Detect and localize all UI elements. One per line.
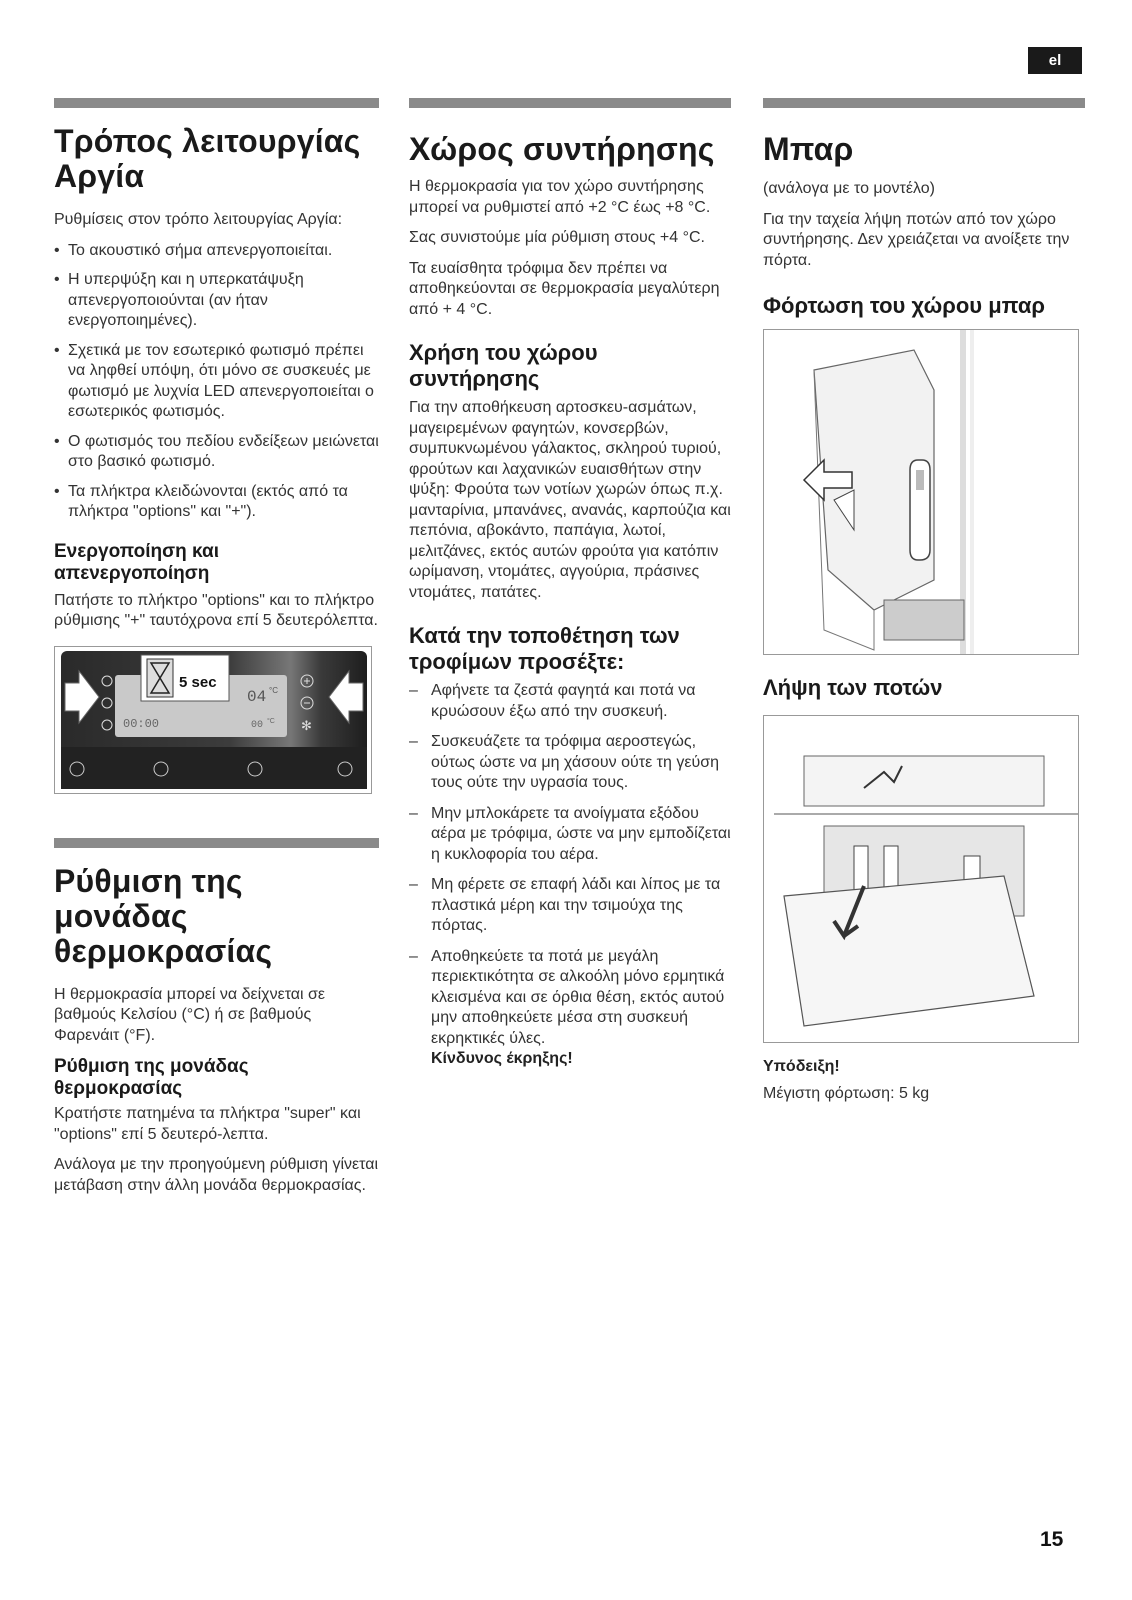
holiday-mode-title: Τρόπος λειτουργίας Αργία — [54, 123, 361, 194]
hint-title: Υπόδειξη! — [763, 1058, 840, 1075]
temp-unit-title: Ρύθμιση της μονάδας θερμοκρασίας — [54, 862, 273, 969]
fridge-p3: Τα ευαίσθητα τρόφιμα δεν πρέπει να αποθηκεύονται σε θερμοκρασία μεγαλύτερη από + 4 °C. — [409, 259, 720, 318]
fridge-p1: Η θερμοκρασία για τον χώρο συντήρησης μπορεί να ρυθμιστεί από +2 °C έως +8 °C. — [409, 178, 711, 216]
temp-unit-p1: Κρατήστε πατημένα τα πλήκτρα "super" και "options" επί 5 δευτερό-λεπτα. — [54, 1105, 361, 1143]
temp-unit-p2: Ανάλογα με την προηγούμενη ρύθμιση γίνεται μετάβαση στην άλλη μονάδα θερμοκρασίας. — [54, 1156, 379, 1194]
temp-unit-intro: Η θερμοκρασία μπορεί να δείχνεται σε βαθμούς Κελσίου (°C) ή σε βαθμούς Φαρενάιτ (°F). — [54, 985, 326, 1044]
fridge-use-text: Για την αποθήκευση αρτοσκευ-ασμάτων, μαγειρεμένων φαγητών, κονσερβών, συμπυκνωμένου γάλακτος, σκληρού τυριού, φρούτων και λαχανικών ευαισθήτων στην ψύξη: Φρούτα των νοτίων χωρών όπως π.χ. μανταρίνια, μπανάνες, ανανάς, καρπούζια και πεπόνια, αβοκάντο, παπάγια, λωτοί, μελιτζάνες, εκτός αυτών φρούτα για κατόπιν ωρίμανση, ντομάτες, αγγούρια, πράσινες ντομάτες, πατάτες. — [409, 399, 731, 601]
digits-small-unit: °C — [267, 717, 275, 725]
temp-unit-subtitle: Ρύθμιση της μονάδας θερμοκρασίας — [54, 1056, 249, 1099]
digits-right-unit: °C — [269, 685, 278, 695]
bar-load-title: Φόρτωση του χώρου μπαρ — [763, 293, 1046, 318]
fridge-title: Χώρος συντήρησης — [409, 131, 715, 167]
list-item: • Η υπερψύξη και η υπερκατάψυξη απενεργοποιούνται (αν ήταν ενεργοποιημένες). — [54, 270, 379, 332]
section-rule — [409, 98, 731, 108]
control-panel-illustration — [55, 647, 372, 794]
hourglass-icon — [141, 655, 229, 701]
fridge-p2: Σας συνιστούμε μία ρύθμιση στους +4 °C. — [409, 229, 705, 246]
section-rule — [763, 98, 1085, 108]
explosion-warning: Κίνδυνος έκρηξης! — [431, 1050, 573, 1067]
section-rule — [54, 838, 379, 848]
column-right — [763, 98, 1085, 1104]
alcohol-tip: Αποθηκεύετε τα ποτά με μεγάλη περιεκτικότητα σε αλκοόλη μόνο ερμητικά κλεισμένα και σε όρθια θέση, εκτός αυτού μην αποθηκεύετε μέσα στη συσκευή εκρηκτικές ύλες. — [431, 947, 725, 1047]
control-panel-figure — [54, 646, 372, 794]
digits-right: 04 — [247, 687, 267, 706]
holiday-settings-list — [54, 241, 379, 523]
list-item: – Αφήνετε τα ζεστά φαγητά και ποτά να κρυώσουν έξω από την συσκευή. — [409, 681, 731, 722]
list-item: • Τα πλήκτρα κλειδώνονται (εκτός από τα πλήκτρα "options" και "+"). — [54, 482, 379, 523]
bar-title: Μπαρ — [763, 131, 854, 167]
column-middle — [409, 98, 731, 1080]
storing-tips-list — [409, 681, 731, 1070]
page-number: 15 — [1040, 1528, 1064, 1551]
list-item: • Το ακουστικό σήμα απενεργοποιείται. — [54, 241, 379, 262]
list-item — [409, 947, 731, 1070]
digits-small: 00 — [251, 719, 264, 731]
digits-left: 00:00 — [123, 716, 160, 731]
bar-loading-illustration — [764, 330, 1079, 655]
freeze-icon: ✻ — [301, 717, 312, 733]
timer-label: 5 sec — [179, 673, 217, 691]
section-rule — [54, 98, 379, 108]
column-left — [54, 98, 379, 1196]
list-item: – Μην μπλοκάρετε τα ανοίγματα εξόδου αέρα με τρόφιμα, ώστε να μην εμποδίζεται η κυκλοφορία του αέρα. — [409, 804, 731, 866]
bar-model-note: (ανάλογα με το μοντέλο) — [763, 180, 935, 197]
storing-note-title: Κατά την τοποθέτηση των τροφίμων προσέξτε: — [409, 623, 680, 674]
bar-take-title: Λήψη των ποτών — [763, 675, 943, 700]
list-item: – Συσκευάζετε τα τρόφιμα αεροστεγώς, ούτως ώστε να μη χάσουν ούτε τη γεύση τους ούτε την υγρασία τους. — [409, 732, 731, 794]
bar-loading-figure — [763, 329, 1079, 655]
hint-text: Μέγιστη φόρτωση: 5 kg — [763, 1084, 930, 1102]
bar-taking-illustration — [764, 716, 1079, 1043]
on-off-text: Πατήστε το πλήκτρο "options" και το πλήκτρο ρύθμισης "+" ταυτόχρονα επί 5 δευτερόλεπτα. — [54, 591, 378, 629]
list-item: • Ο φωτισμός του πεδίου ενδείξεων μειώνεται στο βασικό φωτισμό. — [54, 432, 379, 473]
fridge-use-title: Χρήση του χώρου συντήρησης — [409, 340, 598, 391]
bar-intro: Για την ταχεία λήψη ποτών από τον χώρο συντήρησης. Δεν χρειάζεται να ανοίξετε την πόρτα. — [763, 210, 1070, 269]
on-off-subtitle: Ενεργοποίηση και απενεργοποίηση — [54, 540, 219, 584]
language-tab: el — [1028, 47, 1082, 74]
bar-taking-figure — [763, 715, 1079, 1043]
list-item: • Σχετικά με τον εσωτερικό φωτισμό πρέπει να ληφθεί υπόψη, ότι μόνο σε συσκευές με φωτισμό με λυχνία LED απενεργοποιείται ο εσωτερικός φωτισμός. — [54, 341, 379, 423]
holiday-intro: Ρυθμίσεις στον τρόπο λειτουργίας Αργία: — [54, 211, 343, 228]
list-item: – Μη φέρετε σε επαφή λάδι και λίπος με τα πλαστικά μέρη και την τσιμούχα της πόρτας. — [409, 875, 731, 937]
